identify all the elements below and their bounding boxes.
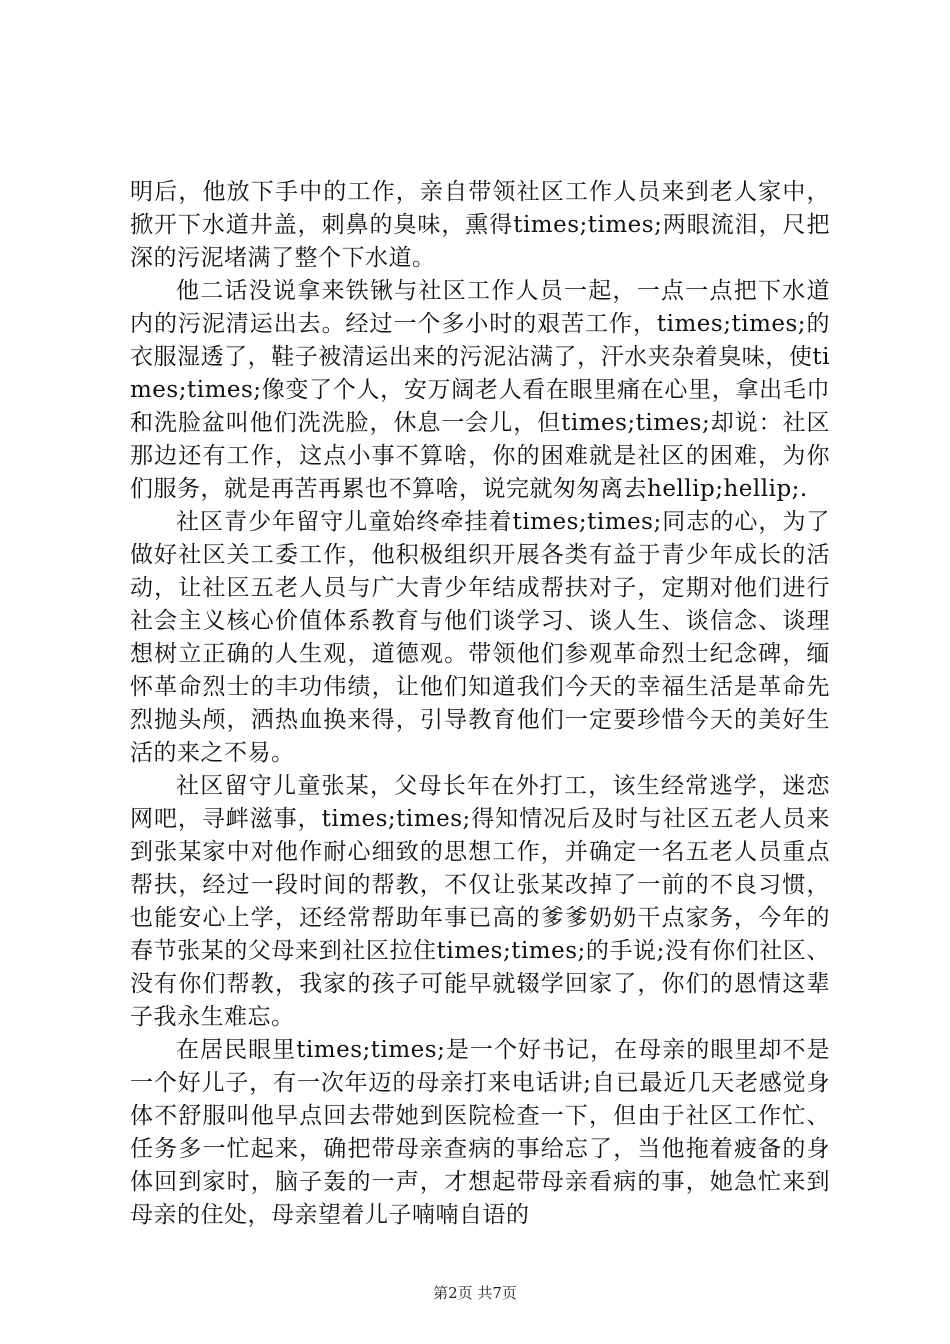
paragraph-3: 社区青少年留守儿童始终牵挂着times;times;同志的心，为了做好社区关工委工作，他积极组织开展各类有益于青少年成长的活动，让社区五老人员与广大青少年结成帮扶对子，定期对他们进行社会主义核心价值体系教育与他们谈学习、谈人生、谈信念、谈理想树立正确的人生观，道德观。带领他们参观革命烈士纪念碑，缅怀革命烈士的丰功伟绩，让他们知道我们今天的幸福生活是革命先烈抛头颅，洒热血换来得，引导教育他们一定要珍惜今天的美好生活的来之不易。 bbox=[130, 509, 830, 766]
paragraph-4: 社区留守儿童张某，父母长年在外打工，该生经常逃学，迷恋网吧，寻衅滋事，times;times;得知情况后及时与社区五老人员来到张某家中对他作耐心细致的思想工作，并确定一名五老人员重点帮扶，经过一段时间的帮教，不仅让张某改掉了一前的不良习惯，也能安心上学，还经常帮助年事已高的爹爹奶奶干点家务，今年的春节张某的父母来到社区拉住times;times;的手说;没有你们社区、没有你们帮教，我家的孩子可能早就辍学回家了，你们的恩情这辈子我永生难忘。 bbox=[130, 773, 830, 1030]
document-body bbox=[130, 176, 830, 1232]
paragraph-5: 在居民眼里times;times;是一个好书记，在母亲的眼里却不是一个好儿子，有一次年迈的母亲打来电话讲;自已最近几天老感觉身体不舒服叫他早点回去带她到医院检查一下，但由于社区工作忙、任务多一忙起来，确把带母亲查病的事给忘了，当他拖着疲备的身体回到家时，脑子轰的一声，才想起带母亲看病的事，她急忙来到母亲的住处，母亲望着儿子喃喃自语的 bbox=[130, 1037, 830, 1228]
page-footer: 第2页 共7页 bbox=[433, 1284, 517, 1302]
paragraph-1: 明后，他放下手中的工作，亲自带领社区工作人员来到老人家中，掀开下水道井盖，刺鼻的臭味，熏得times;times;两眼流泪，尺把深的污泥堵满了整个下水道。 bbox=[130, 179, 830, 271]
paragraph-2: 他二话没说拿来铁锹与社区工作人员一起，一点一点把下水道内的污泥清运出去。经过一个多小时的艰苦工作，times;times;的衣服湿透了，鞋子被清运出来的污泥沾满了，汗水夹杂着臭味，使times;times;像变了个人，安万阔老人看在眼里痛在心里，拿出毛巾和洗脸盆叫他们洗洗脸，休息一会儿，但times;times;却说：社区那边还有工作，这点小事不算啥，你的困难就是社区的困难，为你们服务，就是再苦再累也不算啥，说完就匆匆离去hellip;hellip;. bbox=[130, 278, 830, 502]
